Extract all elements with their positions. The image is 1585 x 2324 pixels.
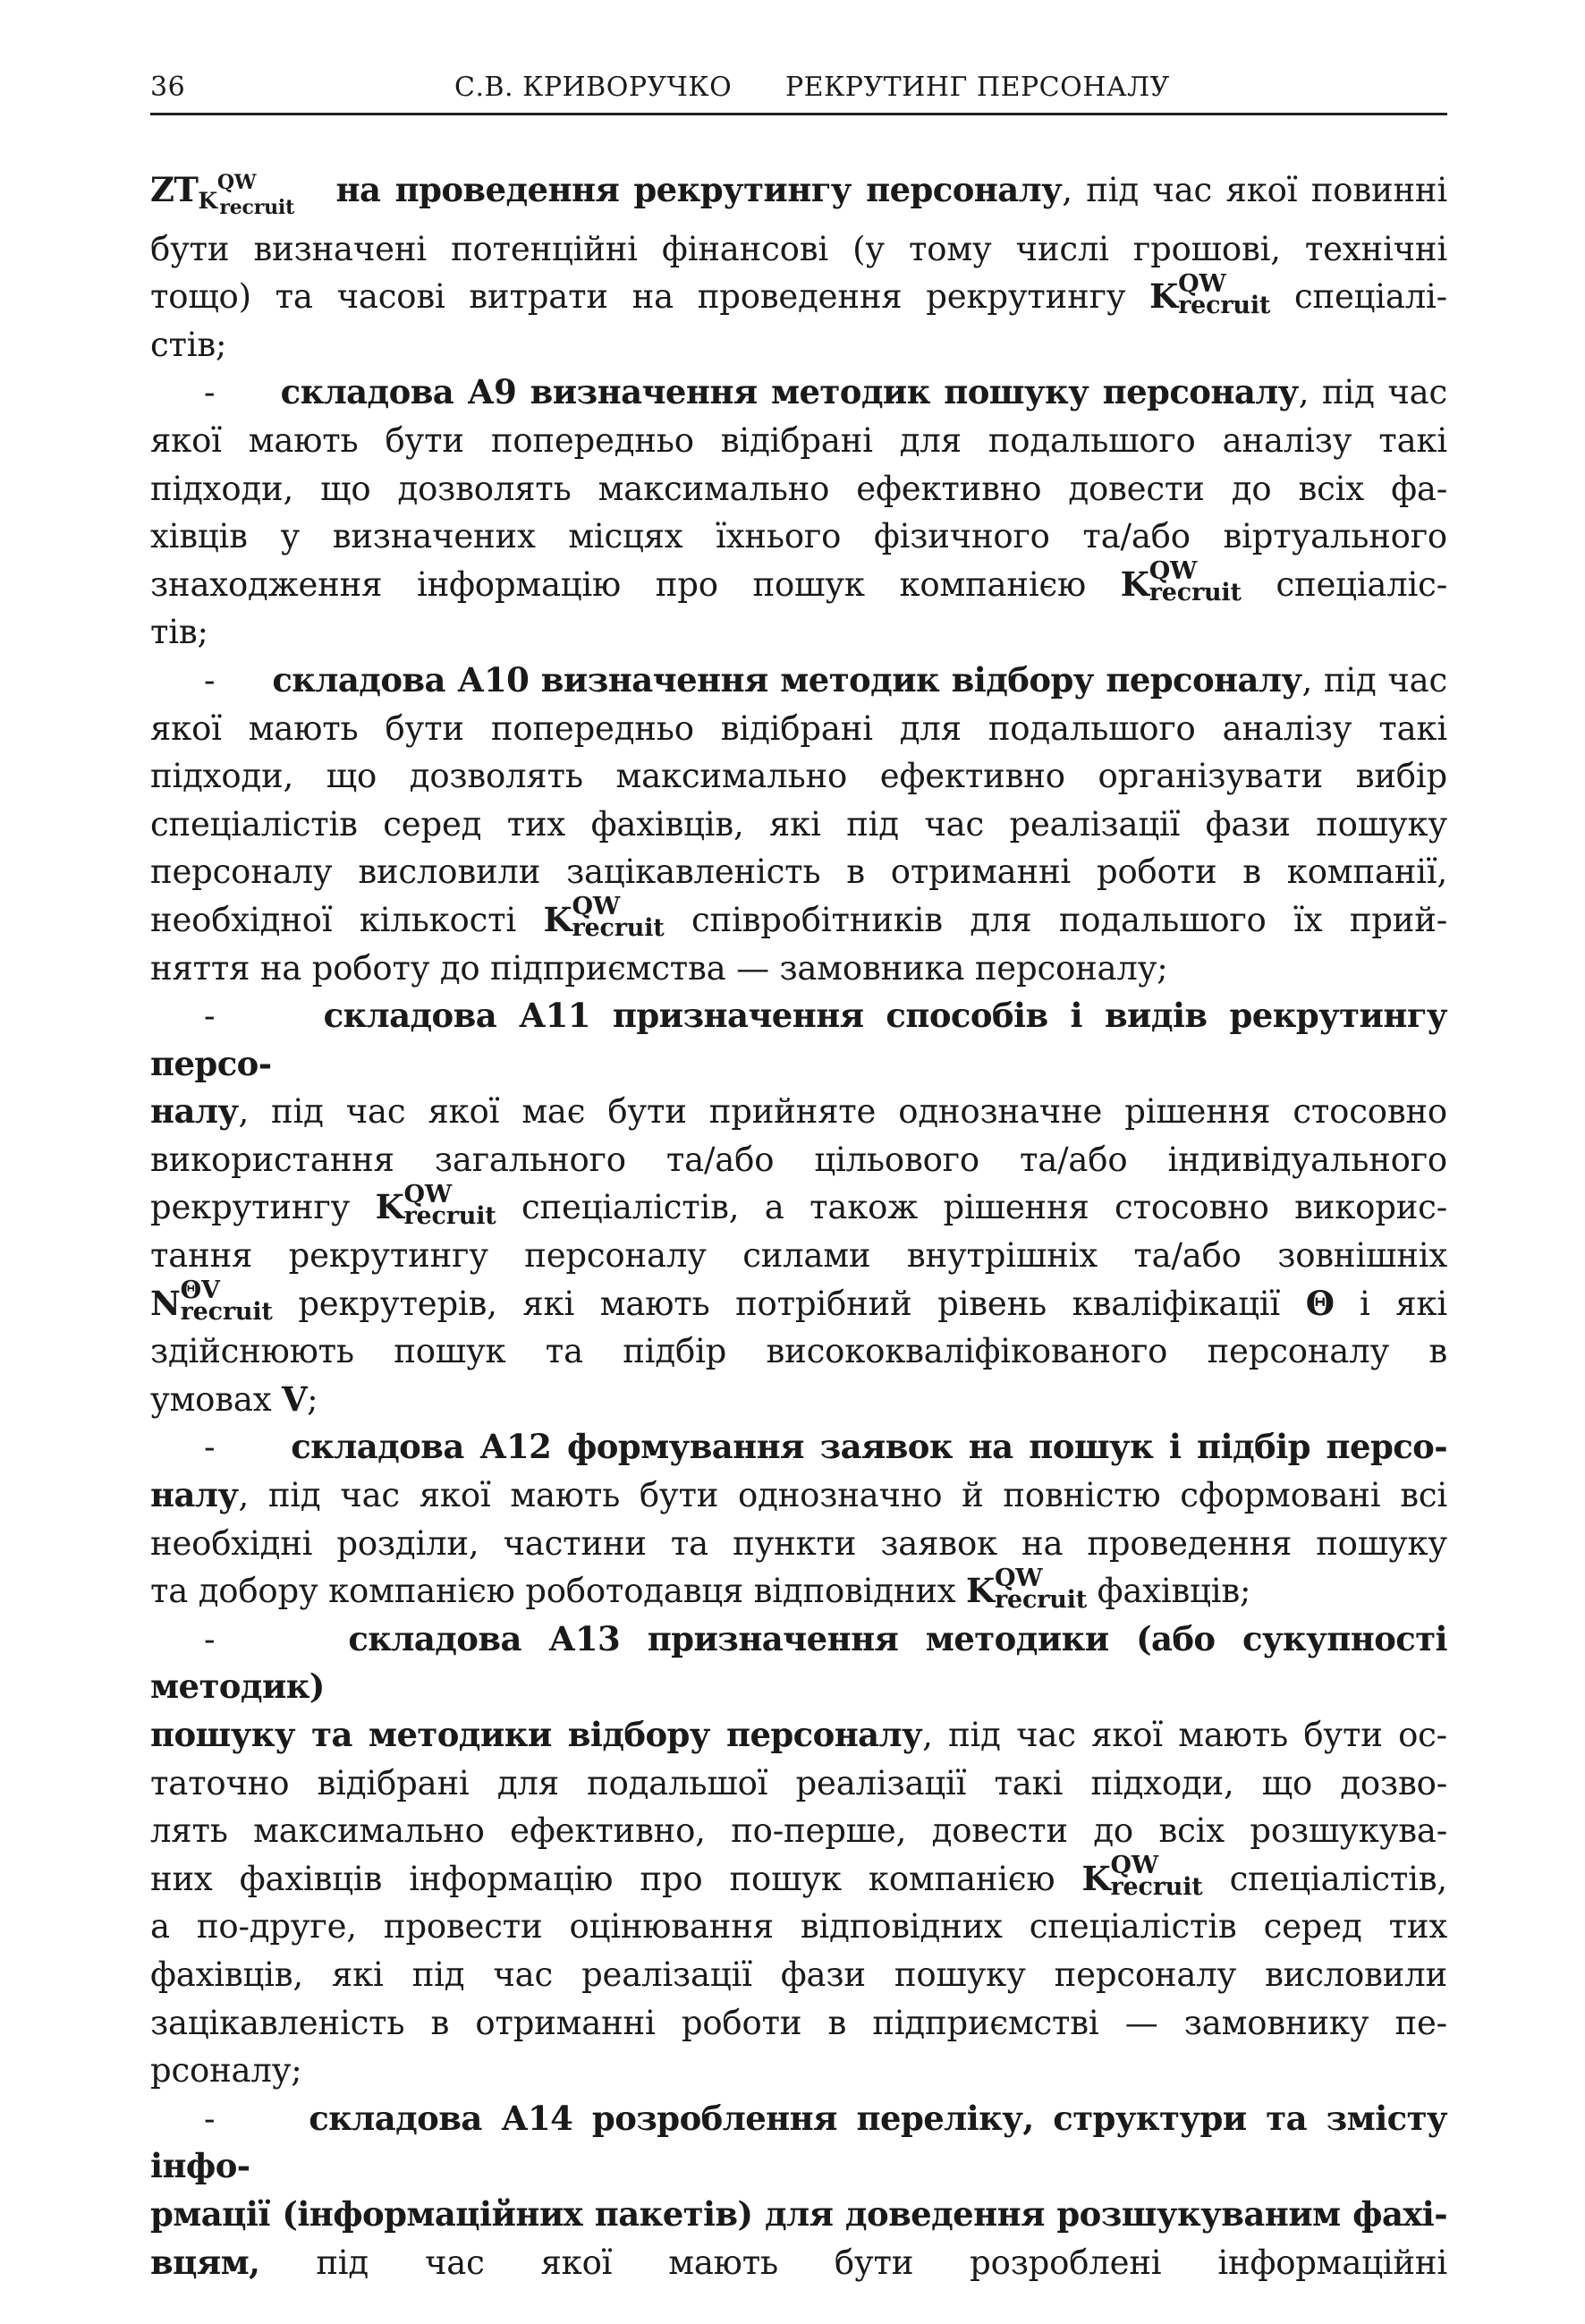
text-line: використання загального та/або цільового та/або індивідуального bbox=[150, 1140, 1447, 1179]
formula-zt: $ZT_K^{QW}_{recruit}$ bbox=[150, 170, 295, 219]
text-line: підходи, що дозволять максимально ефективно довести до всіх фа- bbox=[150, 469, 1447, 508]
text-line: налу, під час якої мають бути однозначно й повністю сформовані всі bbox=[150, 1475, 1447, 1515]
running-head-title: РЕКРУТИНГ ПЕРСОНАЛУ bbox=[785, 72, 1170, 103]
formula-k-qw-recruit: K QW recruit bbox=[375, 1180, 496, 1230]
text-line: таточно відібрані для подальшої реалізації такі підходи, що дозво- bbox=[150, 1763, 1447, 1802]
text-line: хівців у визначених місцях їхнього фізичного та/або віртуального bbox=[150, 517, 1447, 556]
text-line: умовах V; bbox=[150, 1378, 318, 1419]
formula-k-qw-recruit: K QW recruit bbox=[1081, 1852, 1203, 1902]
text-line: тання рекрутингу персоналу силами внутрішніх та/або зовнішніх bbox=[150, 1236, 1447, 1276]
text-line: фахівців, які під час реалізації фази пошуку персоналу висловили bbox=[150, 1955, 1447, 1994]
text-line: них фахівців інформацію про пошук компанією K QW recruit спеціалістів, bbox=[150, 1855, 1447, 1904]
text-line: тів; bbox=[150, 613, 208, 652]
list-item-a14: - складова А14 розроблення переліку, структури та змісту інфо- bbox=[150, 2098, 1447, 2186]
theta-symbol: Θ bbox=[1305, 1283, 1335, 1323]
running-head-author: С.В. КРИВОРУЧКО bbox=[454, 72, 733, 103]
list-item-a10: - складова А10 визначення методик відбору персоналу, під час bbox=[204, 659, 1447, 700]
list-item-a13: - складова А13 призначення методики (або сукупності методик) bbox=[150, 1618, 1448, 1707]
header-rule bbox=[150, 113, 1447, 115]
text-line: зацікавленість в отриманні роботи в підприємстві — замовнику пе- bbox=[150, 2003, 1447, 2042]
formula-k-qw-recruit: K QW recruit bbox=[1149, 269, 1271, 319]
text-line: лять максимально ефективно, по-перше, довести до всіх розшукува- bbox=[150, 1811, 1447, 1851]
list-item-a12: - складова А12 формування заявок на пошук і підбір персо- bbox=[204, 1427, 1447, 1467]
text-line: вцям, під час якої мають бути розроблені інформаційні bbox=[150, 2242, 1447, 2282]
text-line: та добору компанією роботодавця відповідних K QW recruit фахівців; bbox=[150, 1567, 1447, 1616]
page-header bbox=[150, 70, 1447, 109]
text-line: а по-друге, провести оцінювання відповідних спеціалістів серед тих bbox=[150, 1907, 1447, 1947]
v-symbol: V bbox=[281, 1378, 308, 1419]
formula-k-qw-recruit: K QW recruit bbox=[543, 893, 665, 943]
list-item-a11: - складова А11 призначення способів і видів рекрутингу персо- bbox=[150, 996, 1447, 1083]
text-line: знаходження інформацію про пошук компанією K QW recruit спеціаліс- bbox=[150, 561, 1447, 609]
text-line: необхідні розділи, частини та пункти заявок на проведення пошуку bbox=[150, 1523, 1447, 1563]
text-line: спеціалістів серед тих фахівців, які під час реалізації фази пошуку bbox=[150, 804, 1447, 844]
text-line: підходи, що дозволять максимально ефективно організувати вибір bbox=[150, 757, 1447, 796]
text-line: персоналу висловили зацікавленість в отриманні роботи в компанії, bbox=[150, 852, 1447, 892]
text-line: рмації (інформаційних пакетів) для доведення розшукуваним фахі- bbox=[150, 2193, 1447, 2234]
term-heading: на проведення рекрутингу персоналу bbox=[335, 170, 1063, 209]
paragraph-a8-continuation-line1: $ZT_K^{QW}_{recruit}$ на проведення рекрутингу персоналу, під час якої повинні bbox=[150, 170, 1448, 219]
text-line: якої мають бути попередньо відібрані для подальшого аналізу такі bbox=[150, 708, 1447, 748]
formula-n-thetav-recruit: N ΘV recruit bbox=[150, 1277, 273, 1327]
page-body bbox=[150, 166, 1447, 2286]
text-line: якої мають бути попередньо відібрані для подальшого аналізу такі bbox=[150, 420, 1447, 460]
list-item-a9: - складова А9 визначення методик пошуку персоналу, під час bbox=[204, 372, 1447, 412]
text-line: рсоналу; bbox=[150, 2051, 302, 2091]
page-number: 36 bbox=[150, 72, 186, 103]
text-line: бути визначені потенційні фінансові (у тому числі грошові, технічні bbox=[150, 229, 1447, 268]
text-line: рекрутингу K QW recruit спеціалістів, а також рішення стосовно викорис- bbox=[150, 1183, 1447, 1232]
text-line: тощо) та часові витрати на проведення рекрутингу K QW recruit спеціалі- bbox=[150, 273, 1447, 321]
text-line: необхідної кількості K QW recruit співробітників для подальшого їх прий- bbox=[150, 896, 1447, 945]
text-line: налу, під час якої має бути прийняте однозначне рішення стосовно bbox=[150, 1091, 1447, 1132]
text-line: няття на роботу до підприємства — замовника персоналу; bbox=[150, 948, 1168, 988]
formula-k-qw-recruit: K QW recruit bbox=[1120, 557, 1242, 607]
text-line: здійснюють пошук та підбір висококваліфікованого персоналу в bbox=[150, 1332, 1447, 1371]
text-line: N ΘV recruit рекрутерів, які мають потрібний рівень кваліфікації Θ і які bbox=[150, 1280, 1447, 1328]
text-line: стів; bbox=[150, 325, 227, 364]
formula-k-qw-recruit: K QW recruit bbox=[966, 1564, 1088, 1614]
text-line: пошуку та методики відбору персоналу, під час якої мають бути ос- bbox=[150, 1715, 1447, 1754]
